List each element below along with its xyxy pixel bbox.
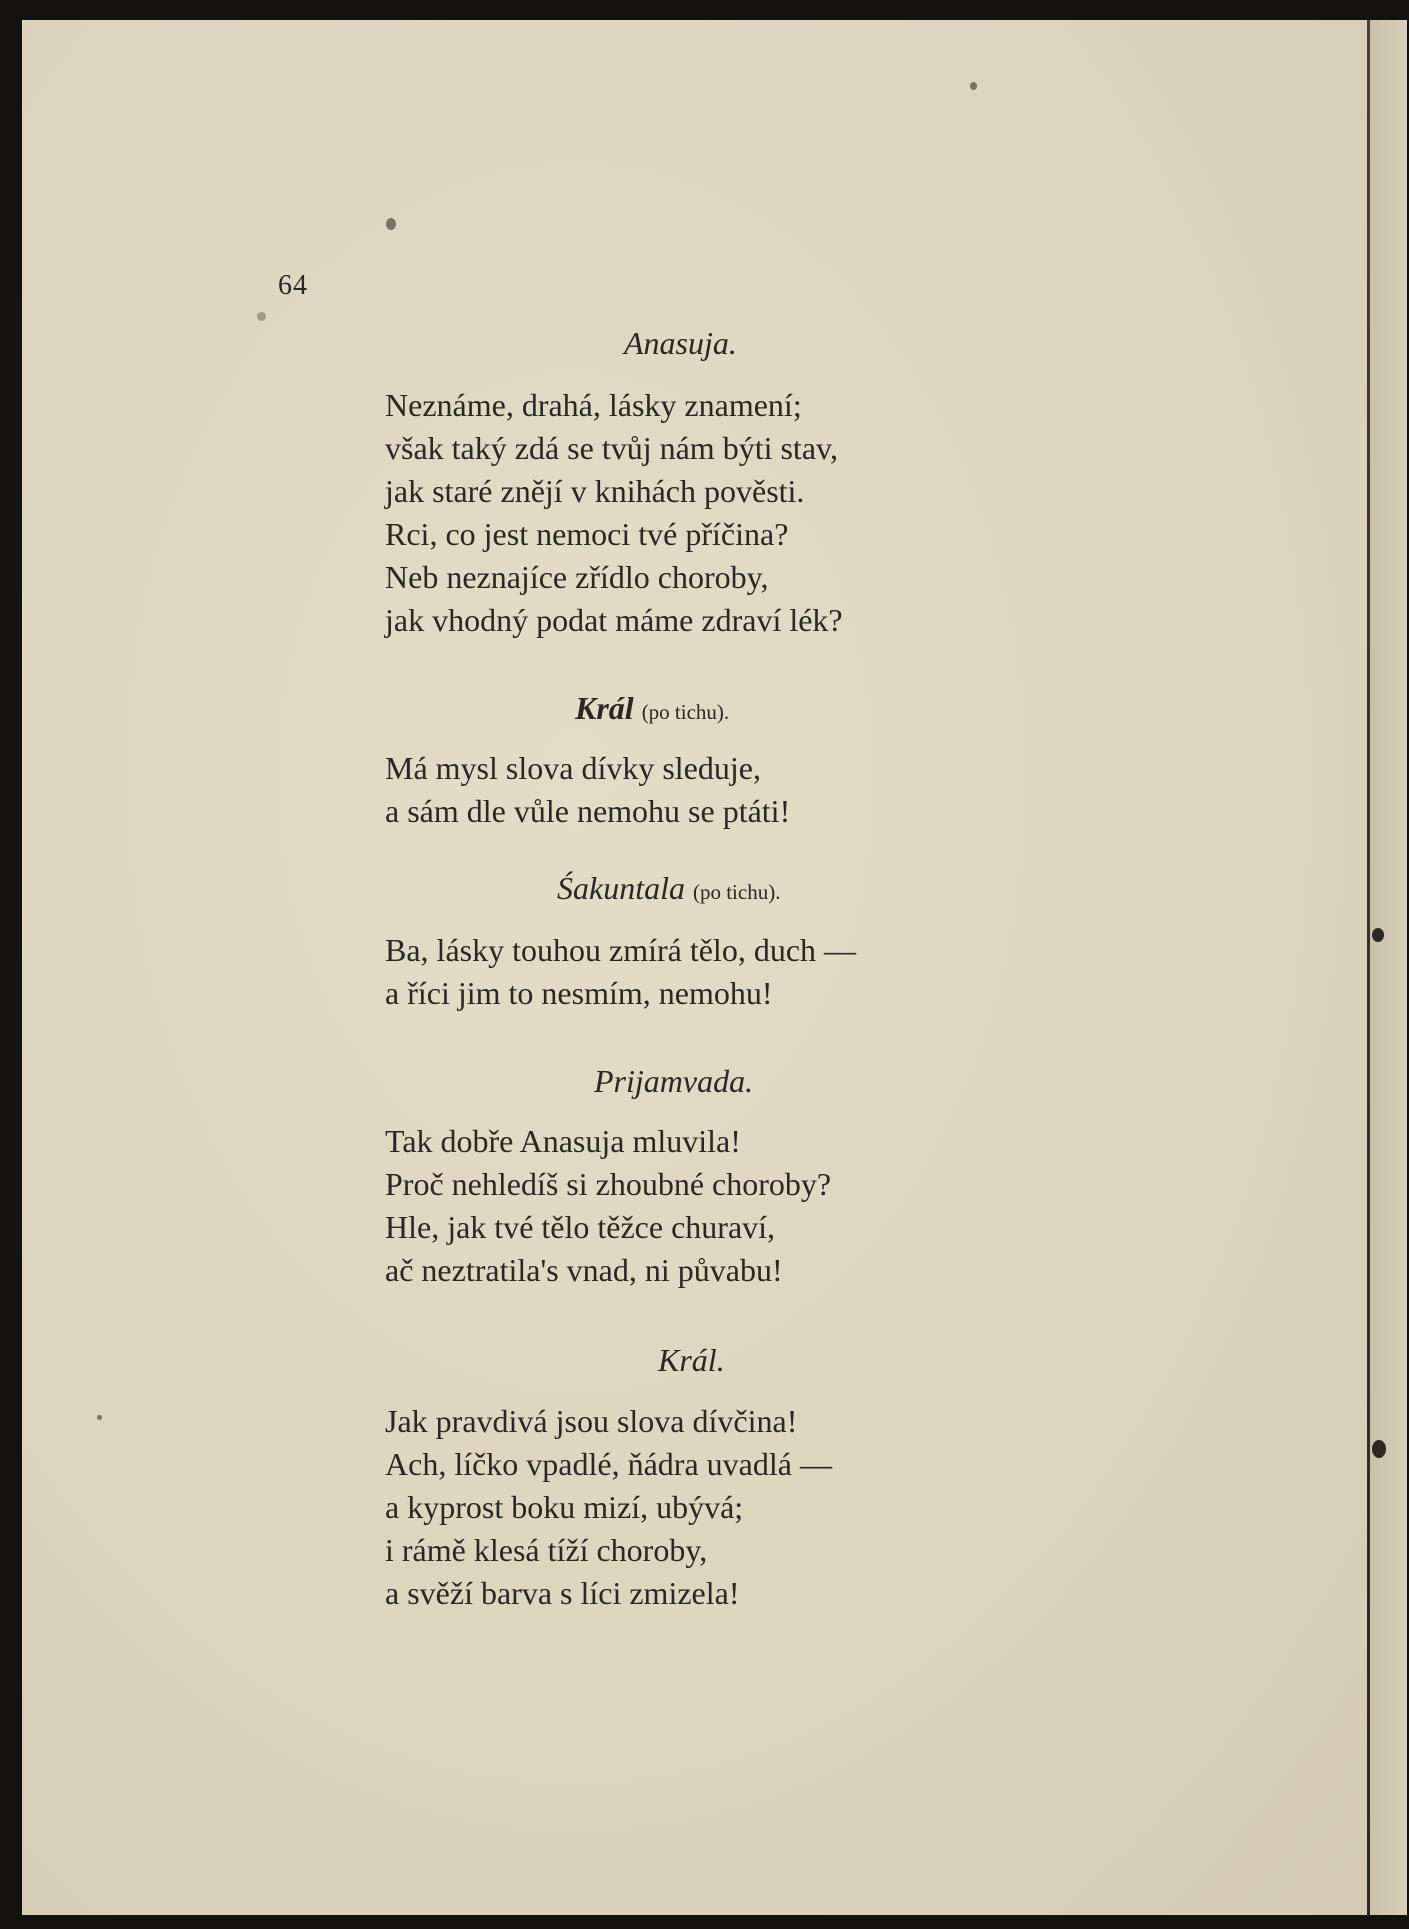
- verse-block: [385, 929, 856, 1015]
- verse-line: a říci jim to nesmím, nemohu!: [385, 975, 773, 1011]
- speaker-heading: [658, 1342, 725, 1379]
- verse-line: a kyprost boku mizí, ubývá;: [385, 1489, 744, 1525]
- ink-speck: [97, 1415, 102, 1420]
- verse-block: [385, 747, 790, 833]
- stage-direction: (po tichu).: [692, 880, 781, 904]
- ink-speck: [1372, 928, 1384, 942]
- verse-block: [385, 384, 843, 642]
- verse-line: Rci, co jest nemoci tvé příčina?: [385, 516, 789, 552]
- verse-line: Má mysl slova dívky sleduje,: [385, 750, 761, 786]
- speaker-name: Anasuja.: [624, 325, 737, 361]
- verse-line: a sám dle vůle nemohu se ptáti!: [385, 793, 791, 829]
- verse-line: Hle, jak tvé tělo těžce churaví,: [385, 1209, 776, 1245]
- page-number: 64: [278, 270, 308, 301]
- speaker-name: Śakuntala: [557, 870, 685, 906]
- verse-line: Neb neznajíce zřídlo choroby,: [385, 559, 769, 595]
- book-page: [22, 20, 1407, 1915]
- speaker-name: Prijamvada.: [594, 1063, 754, 1099]
- ink-speck: [970, 82, 977, 90]
- ink-speck: [1372, 1440, 1386, 1458]
- verse-line: Ba, lásky touhou zmírá tělo, duch —: [385, 932, 857, 968]
- verse-block: [385, 1120, 831, 1292]
- verse-line: Proč nehledíš si zhoubné choroby?: [385, 1166, 832, 1202]
- speaker-heading: [575, 690, 729, 727]
- speaker-heading: [594, 1063, 753, 1100]
- verse-line: Tak dobře Anasuja mluvila!: [385, 1123, 741, 1159]
- speaker-name: Král: [575, 690, 634, 726]
- stage-direction: (po tichu).: [641, 700, 730, 724]
- verse-line: však taký zdá se tvůj nám býti stav,: [385, 430, 838, 466]
- verse-line: ač neztratila's vnad, ni půvabu!: [385, 1252, 783, 1288]
- verse-line: Jak pravdivá jsou slova dívčina!: [385, 1403, 798, 1439]
- verse-block: [385, 1400, 832, 1615]
- page-fold-shadow: [1370, 20, 1407, 1915]
- ink-speck: [257, 312, 266, 321]
- verse-line: Neznáme, drahá, lásky znamení;: [385, 387, 802, 423]
- verse-line: i rámě klesá tíží choroby,: [385, 1532, 708, 1568]
- ink-speck: [386, 218, 396, 230]
- verse-line: jak vhodný podat máme zdraví lék?: [385, 602, 843, 638]
- verse-line: jak staré znějí v knihách pověsti.: [385, 473, 805, 509]
- speaker-heading: [557, 870, 780, 907]
- speaker-name: Král.: [658, 1342, 725, 1378]
- speaker-heading: [624, 325, 737, 362]
- verse-line: Ach, líčko vpadlé, ňádra uvadlá —: [385, 1446, 832, 1482]
- verse-line: a svěží barva s líci zmizela!: [385, 1575, 740, 1611]
